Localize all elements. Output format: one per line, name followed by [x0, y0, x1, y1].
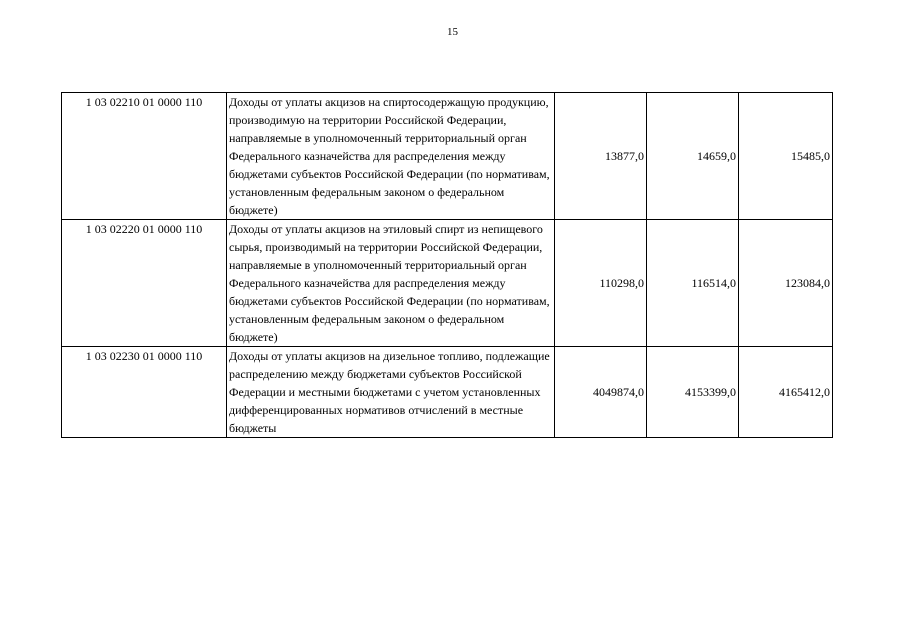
page-number: 15 [447, 26, 458, 38]
revenue-description-cell: Доходы от уплаты акцизов на спиртосодержащую продукцию, производимую на территории Российской Федерации, направляемые в уполномоченный территориальный орган Федерального казначейства для распределения между бюджетами субъектов Российской Федерации (по нормативам, установленным федеральным законом о федеральном бюджете) [227, 93, 555, 220]
amount-year-3-cell: 4165412,0 [739, 347, 833, 438]
amount-year-1-cell: 13877,0 [555, 93, 647, 220]
amount-year-1-cell: 4049874,0 [555, 347, 647, 438]
amount-year-1-cell: 110298,0 [555, 220, 647, 347]
amount-year-2-cell: 4153399,0 [647, 347, 739, 438]
revenue-table [61, 92, 833, 438]
amount-year-2-cell: 14659,0 [647, 93, 739, 220]
revenue-code-cell: 1 03 02220 01 0000 110 [62, 220, 227, 347]
revenue-description-cell: Доходы от уплаты акцизов на этиловый спирт из непищевого сырья, производимый на территории Российской Федерации, направляемые в уполномоченный территориальный орган Федерального казначейства для распределения между бюджетами субъектов Российской Федерации (по нормативам, установленным федеральным законом о федеральном бюджете) [227, 220, 555, 347]
revenue-code-cell: 1 03 02230 01 0000 110 [62, 347, 227, 438]
table-row [62, 347, 833, 438]
amount-year-3-cell: 123084,0 [739, 220, 833, 347]
amount-year-3-cell: 15485,0 [739, 93, 833, 220]
table-row [62, 93, 833, 220]
revenue-description-cell: Доходы от уплаты акцизов на дизельное топливо, подлежащие распределению между бюджетами субъектов Российской Федерации и местными бюджетами с учетом установленных дифференцированных нормативов отчислений в местные бюджеты [227, 347, 555, 438]
amount-year-2-cell: 116514,0 [647, 220, 739, 347]
table-row [62, 220, 833, 347]
revenue-code-cell: 1 03 02210 01 0000 110 [62, 93, 227, 220]
